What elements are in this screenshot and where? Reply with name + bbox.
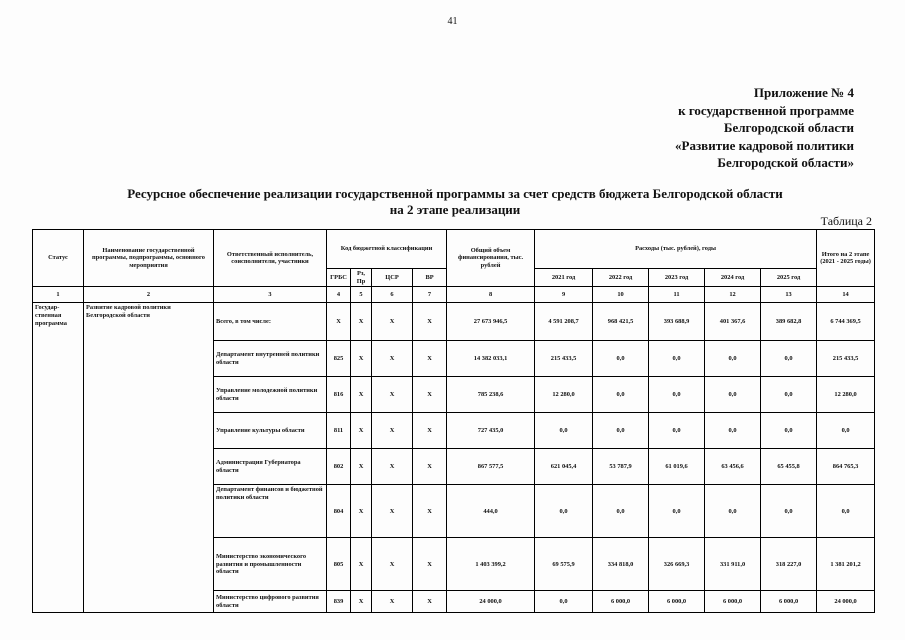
year-2022-cell: 0,0 xyxy=(593,377,649,413)
appendix-header xyxy=(560,84,854,172)
total-cell: 24 000,0 xyxy=(447,591,535,613)
csr-cell: X xyxy=(372,449,413,485)
appendix-line: Приложение № 4 xyxy=(753,85,854,100)
program-name-cell: Развитие кадровой политики Белгородской области xyxy=(84,303,214,613)
title-line: Ресурсное обеспечение реализации государственной программы за счет средств бюджета Белгородской области xyxy=(127,186,783,201)
header-year: 2025 год xyxy=(761,269,817,287)
header-name: Наименование государственной программы, подпрограммы, основного мероприятия xyxy=(84,230,214,287)
stage-total-cell: 0,0 xyxy=(817,485,875,538)
stage-total-cell: 24 000,0 xyxy=(817,591,875,613)
year-2024-cell: 63 456,6 xyxy=(705,449,761,485)
column-number: 2 xyxy=(84,287,214,303)
year-2025-cell: 0,0 xyxy=(761,341,817,377)
appendix-line: к государственной программе xyxy=(678,102,854,118)
vr-cell: X xyxy=(413,485,447,538)
total-cell: 14 382 033,1 xyxy=(447,341,535,377)
stage-total-cell: 864 765,3 xyxy=(817,449,875,485)
csr-cell: X xyxy=(372,413,413,449)
csr-cell: X xyxy=(372,485,413,538)
column-number: 11 xyxy=(649,287,705,303)
header-year: 2024 год xyxy=(705,269,761,287)
stage-total-cell: 12 280,0 xyxy=(817,377,875,413)
column-number: 14 xyxy=(817,287,875,303)
rz-cell: X xyxy=(351,591,372,613)
executor-cell: Администрация Губернатора области xyxy=(214,449,327,485)
csr-cell: X xyxy=(372,303,413,341)
stage-total-cell: 0,0 xyxy=(817,413,875,449)
title-line: на 2 этапе реализации xyxy=(389,202,521,217)
year-2021-cell: 4 591 208,7 xyxy=(535,303,593,341)
year-2024-cell: 0,0 xyxy=(705,485,761,538)
header-stage-total: Итого на 2 этапе (2021 - 2025 годы) xyxy=(817,230,875,287)
page-number: 41 xyxy=(447,16,458,27)
grbs-cell: 804 xyxy=(327,485,351,538)
rz-cell: X xyxy=(351,485,372,538)
csr-cell: X xyxy=(372,377,413,413)
year-2023-cell: 0,0 xyxy=(649,413,705,449)
header-status: Статус xyxy=(33,230,84,287)
year-2021-cell: 215 433,5 xyxy=(535,341,593,377)
year-2023-cell: 0,0 xyxy=(649,485,705,538)
resource-table xyxy=(32,229,875,613)
csr-cell: X xyxy=(372,591,413,613)
rz-cell: X xyxy=(351,413,372,449)
column-number: 8 xyxy=(447,287,535,303)
column-number: 12 xyxy=(705,287,761,303)
csr-cell: X xyxy=(372,341,413,377)
column-number: 3 xyxy=(214,287,327,303)
year-2021-cell: 0,0 xyxy=(535,485,593,538)
year-2024-cell: 0,0 xyxy=(705,413,761,449)
year-2021-cell: 0,0 xyxy=(535,591,593,613)
header-year: 2023 год xyxy=(649,269,705,287)
year-2021-cell: 69 575,9 xyxy=(535,538,593,591)
year-2022-cell: 0,0 xyxy=(593,413,649,449)
year-2021-cell: 0,0 xyxy=(535,413,593,449)
header-executor: Ответственный исполнитель, соисполнители, участники xyxy=(214,230,327,287)
year-2022-cell: 968 421,5 xyxy=(593,303,649,341)
total-cell: 27 673 946,5 xyxy=(447,303,535,341)
executor-cell: Департамент финансов и бюджетной политики области xyxy=(214,485,327,538)
year-2022-cell: 0,0 xyxy=(593,341,649,377)
rz-cell: X xyxy=(351,341,372,377)
column-number-row xyxy=(33,287,875,303)
document-title xyxy=(50,186,860,218)
vr-cell: X xyxy=(413,341,447,377)
rz-cell: X xyxy=(351,377,372,413)
year-2025-cell: 0,0 xyxy=(761,413,817,449)
year-2021-cell: 621 045,4 xyxy=(535,449,593,485)
vr-cell: X xyxy=(413,449,447,485)
header-expenses: Расходы (тыс. рублей), годы xyxy=(535,230,817,269)
vr-cell: X xyxy=(413,591,447,613)
year-2024-cell: 331 911,0 xyxy=(705,538,761,591)
executor-cell: Департамент внутренней политики области xyxy=(214,341,327,377)
year-2025-cell: 0,0 xyxy=(761,485,817,538)
year-2023-cell: 6 000,0 xyxy=(649,591,705,613)
executor-cell: Управление молодежной политики области xyxy=(214,377,327,413)
year-2024-cell: 0,0 xyxy=(705,377,761,413)
grbs-cell: 825 xyxy=(327,341,351,377)
grbs-cell: 839 xyxy=(327,591,351,613)
column-number: 5 xyxy=(351,287,372,303)
total-cell: 1 403 399,2 xyxy=(447,538,535,591)
column-number: 1 xyxy=(33,287,84,303)
header-csr: ЦСР xyxy=(372,269,413,287)
year-2022-cell: 53 787,9 xyxy=(593,449,649,485)
appendix-line: Белгородской области xyxy=(723,120,854,135)
vr-cell: X xyxy=(413,377,447,413)
vr-cell: X xyxy=(413,303,447,341)
header-total: Общий объем финансирования, тыс. рублей xyxy=(447,230,535,287)
stage-total-cell: 215 433,5 xyxy=(817,341,875,377)
rz-cell: X xyxy=(351,538,372,591)
year-2022-cell: 0,0 xyxy=(593,485,649,538)
executor-cell: Управление культуры области xyxy=(214,413,327,449)
column-number: 4 xyxy=(327,287,351,303)
column-number: 9 xyxy=(535,287,593,303)
column-number: 7 xyxy=(413,287,447,303)
grbs-cell: X xyxy=(327,303,351,341)
table-row xyxy=(33,303,875,341)
grbs-cell: 811 xyxy=(327,413,351,449)
total-cell: 785 238,6 xyxy=(447,377,535,413)
year-2023-cell: 0,0 xyxy=(649,377,705,413)
year-2024-cell: 6 000,0 xyxy=(705,591,761,613)
year-2023-cell: 393 688,9 xyxy=(649,303,705,341)
year-2025-cell: 6 000,0 xyxy=(761,591,817,613)
status-cell: Государ-ственная программа xyxy=(33,303,84,613)
csr-cell: X xyxy=(372,538,413,591)
year-2024-cell: 401 367,6 xyxy=(705,303,761,341)
year-2023-cell: 61 019,6 xyxy=(649,449,705,485)
grbs-cell: 805 xyxy=(327,538,351,591)
year-2022-cell: 334 818,0 xyxy=(593,538,649,591)
year-2022-cell: 6 000,0 xyxy=(593,591,649,613)
stage-total-cell: 1 381 201,2 xyxy=(817,538,875,591)
year-2025-cell: 389 682,8 xyxy=(761,303,817,341)
column-number: 10 xyxy=(593,287,649,303)
year-2025-cell: 0,0 xyxy=(761,377,817,413)
year-2023-cell: 326 669,3 xyxy=(649,538,705,591)
rz-cell: X xyxy=(351,303,372,341)
stage-total-cell: 6 744 369,5 xyxy=(817,303,875,341)
grbs-cell: 816 xyxy=(327,377,351,413)
header-year: 2022 год xyxy=(593,269,649,287)
vr-cell: X xyxy=(413,413,447,449)
total-cell: 867 577,5 xyxy=(447,449,535,485)
header-vr: ВР xyxy=(413,269,447,287)
grbs-cell: 802 xyxy=(327,449,351,485)
executor-cell: Министерство цифрового развития области xyxy=(214,591,327,613)
appendix-line: Белгородской области» xyxy=(717,155,854,170)
vr-cell: X xyxy=(413,538,447,591)
header-rz: Рз, Пр xyxy=(351,269,372,287)
column-number: 13 xyxy=(761,287,817,303)
rz-cell: X xyxy=(351,449,372,485)
header-year: 2021 год xyxy=(535,269,593,287)
column-number: 6 xyxy=(372,287,413,303)
executor-cell: Всего, в том числе: xyxy=(214,303,327,341)
header-grbs: ГРБС xyxy=(327,269,351,287)
year-2024-cell: 0,0 xyxy=(705,341,761,377)
year-2025-cell: 65 455,8 xyxy=(761,449,817,485)
header-budget-code: Код бюджетной классификации xyxy=(327,230,447,269)
executor-cell: Министерство экономического развития и промышленности области xyxy=(214,538,327,591)
year-2025-cell: 318 227,0 xyxy=(761,538,817,591)
appendix-line: «Развитие кадровой политики xyxy=(675,137,854,153)
table-label: Таблица 2 xyxy=(820,214,872,228)
year-2023-cell: 0,0 xyxy=(649,341,705,377)
total-cell: 727 435,0 xyxy=(447,413,535,449)
total-cell: 444,0 xyxy=(447,485,535,538)
year-2021-cell: 12 280,0 xyxy=(535,377,593,413)
